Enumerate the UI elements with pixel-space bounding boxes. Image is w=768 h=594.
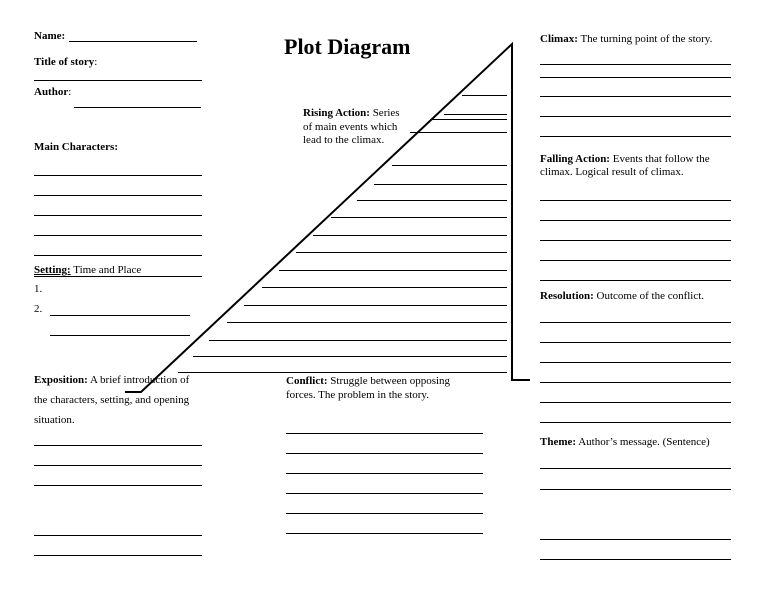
exposition-line[interactable] bbox=[34, 485, 202, 486]
title-of-story-line[interactable] bbox=[34, 80, 202, 81]
conflict-desc: forces. The problem in the story. bbox=[286, 389, 429, 401]
theme-line[interactable] bbox=[540, 489, 731, 490]
conflict-line[interactable] bbox=[286, 453, 483, 454]
exposition-desc: situation. bbox=[34, 414, 75, 426]
rising-action-line[interactable] bbox=[227, 322, 507, 323]
falling-action-line[interactable] bbox=[540, 200, 731, 201]
resolution-line[interactable] bbox=[540, 342, 731, 343]
page-title: Plot Diagram bbox=[284, 34, 411, 59]
rising-action-line[interactable] bbox=[193, 356, 507, 357]
rising-action-desc: of main events which bbox=[303, 121, 398, 133]
rising-action-line[interactable] bbox=[178, 372, 507, 373]
exposition-line[interactable] bbox=[34, 555, 202, 556]
conflict-label: Conflict: Struggle between opposing bbox=[286, 375, 451, 387]
resolution-label: Resolution: Outcome of the conflict. bbox=[540, 290, 705, 302]
falling-action-desc: climax. Logical result of climax. bbox=[540, 166, 684, 178]
climax-label: Climax: The turning point of the story. bbox=[540, 33, 713, 45]
main-characters-line[interactable] bbox=[34, 255, 202, 256]
author-line[interactable] bbox=[74, 107, 201, 108]
exposition-line[interactable] bbox=[34, 465, 202, 466]
climax-line[interactable] bbox=[540, 77, 731, 78]
setting-line[interactable] bbox=[34, 276, 202, 277]
falling-action-label: Falling Action: Events that follow the bbox=[540, 153, 710, 165]
theme-line[interactable] bbox=[540, 559, 731, 560]
rising-action-line[interactable] bbox=[262, 287, 507, 288]
rising-action-line[interactable] bbox=[279, 270, 507, 271]
exposition-line[interactable] bbox=[34, 535, 202, 536]
main-characters-line[interactable] bbox=[34, 195, 202, 196]
rising-action-line[interactable] bbox=[430, 119, 507, 120]
resolution-line[interactable] bbox=[540, 422, 731, 423]
name-line[interactable] bbox=[69, 41, 197, 42]
resolution-line[interactable] bbox=[540, 362, 731, 363]
main-characters-label: Main Characters: bbox=[34, 141, 119, 153]
climax-line[interactable] bbox=[540, 136, 731, 137]
setting-label: Setting: Time and Place bbox=[34, 264, 142, 276]
main-characters-line[interactable] bbox=[34, 175, 202, 176]
climax-line[interactable] bbox=[540, 64, 731, 65]
conflict-line[interactable] bbox=[286, 433, 483, 434]
conflict-line[interactable] bbox=[286, 473, 483, 474]
main-characters-line[interactable] bbox=[34, 215, 202, 216]
resolution-line[interactable] bbox=[540, 322, 731, 323]
falling-action-line[interactable] bbox=[540, 220, 731, 221]
rising-action-line[interactable] bbox=[462, 95, 507, 96]
author-label: Author: bbox=[34, 86, 72, 98]
name-label: Name: bbox=[34, 30, 66, 42]
rising-action-label: Rising Action: Series bbox=[303, 107, 400, 119]
rising-action-desc: lead to the climax. bbox=[303, 134, 385, 146]
exposition-label: Exposition: A brief introduction of bbox=[34, 374, 190, 386]
falling-action-line[interactable] bbox=[540, 260, 731, 261]
conflict-line[interactable] bbox=[286, 513, 483, 514]
exposition-line[interactable] bbox=[34, 445, 202, 446]
rising-action-line[interactable] bbox=[357, 200, 507, 201]
conflict-line[interactable] bbox=[286, 533, 483, 534]
title-of-story-label: Title of story: bbox=[34, 56, 98, 68]
rising-action-line[interactable] bbox=[296, 252, 507, 253]
main-characters-line[interactable] bbox=[34, 235, 202, 236]
rising-action-line[interactable] bbox=[331, 217, 507, 218]
setting-line-2[interactable] bbox=[50, 315, 190, 316]
rising-action-line[interactable] bbox=[392, 165, 507, 166]
conflict-line[interactable] bbox=[286, 493, 483, 494]
resolution-line[interactable] bbox=[540, 402, 731, 403]
climax-line[interactable] bbox=[540, 116, 731, 117]
setting-item-2: 2. bbox=[34, 303, 43, 315]
theme-line[interactable] bbox=[540, 468, 731, 469]
theme-label: Theme: Author’s message. (Sentence) bbox=[540, 436, 710, 448]
setting-line-3[interactable] bbox=[50, 335, 190, 336]
rising-action-line[interactable] bbox=[313, 235, 507, 236]
climax-line[interactable] bbox=[540, 96, 731, 97]
rising-action-line[interactable] bbox=[410, 132, 507, 133]
rising-action-line[interactable] bbox=[374, 184, 507, 185]
theme-line[interactable] bbox=[540, 539, 731, 540]
setting-item-1: 1. bbox=[34, 283, 43, 295]
rising-action-line[interactable] bbox=[244, 305, 507, 306]
rising-action-line[interactable] bbox=[209, 340, 507, 341]
resolution-line[interactable] bbox=[540, 382, 731, 383]
exposition-desc: the characters, setting, and opening bbox=[34, 394, 190, 406]
falling-action-line[interactable] bbox=[540, 280, 731, 281]
falling-action-line[interactable] bbox=[540, 240, 731, 241]
rising-action-line[interactable] bbox=[444, 114, 507, 115]
